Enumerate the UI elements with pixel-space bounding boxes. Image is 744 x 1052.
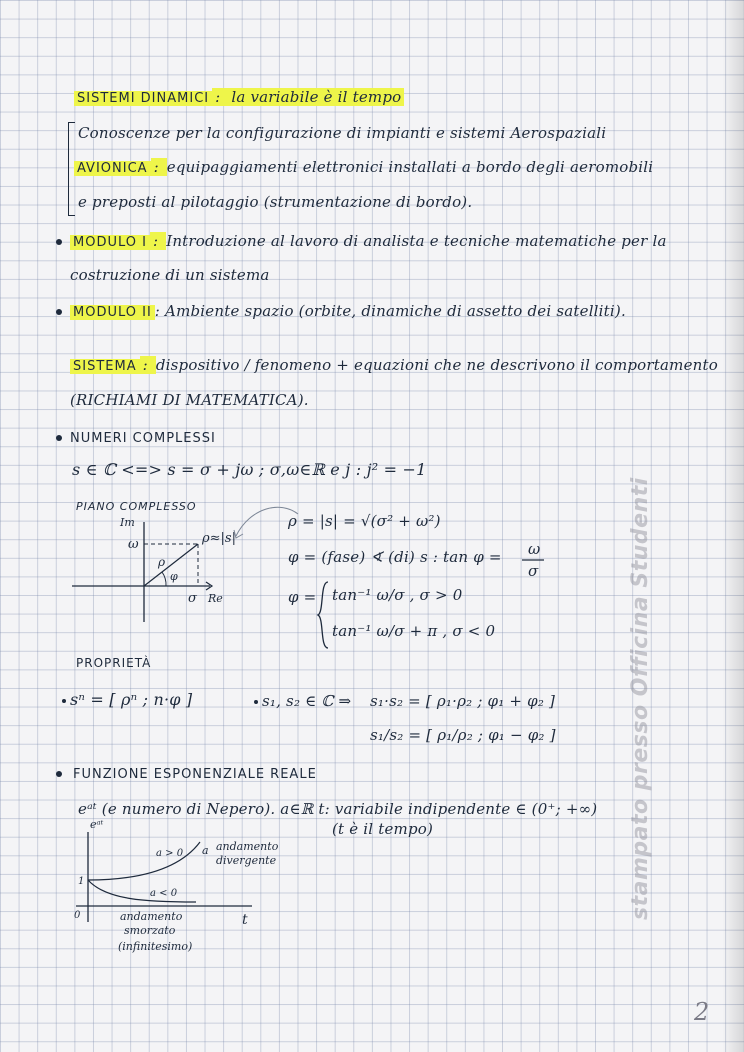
numeri-heading-line	[56, 428, 216, 446]
curve-damped	[88, 880, 196, 902]
curve-divergent	[88, 842, 200, 880]
avionica-label: AVIONICA	[74, 161, 151, 176]
curve-neg-label: a < 0	[150, 888, 178, 899]
plot-origin-label: 0	[74, 910, 81, 921]
trend-div-2: divergente	[216, 854, 277, 867]
axis-re-label: Re	[208, 592, 223, 605]
sistema-line-2: (RICHIAMI DI MATEMATICA).	[70, 391, 309, 409]
phase-arc	[162, 572, 166, 586]
prop-product-intro: s₁, s₂ ∈ ℂ ⇒	[262, 692, 352, 710]
bullet-icon	[56, 239, 62, 245]
plot-one-label: 1	[78, 876, 85, 887]
power-line	[62, 690, 192, 709]
sistema-text-1: dispositivo / fenomeno + equazioni che ne descrivono il comportamento	[155, 356, 718, 374]
sistema-label: SISTEMA	[70, 359, 140, 374]
fraction-numerator: ω	[528, 540, 541, 558]
product-intro-line	[254, 692, 351, 710]
axis-im-label: Im	[120, 516, 135, 529]
intro-line: Conoscenze per la configurazione di impianti e sistemi Aerospaziali	[78, 124, 607, 142]
title-line: SISTEMI DINAMICI : la variabile è il tempo	[74, 88, 404, 106]
point-label: ρ≈|s|	[202, 531, 236, 546]
complex-plane-diagram	[60, 498, 300, 628]
modulo2-label: MODULO II	[70, 305, 155, 320]
modulo1-line-1: MODULO I : Introduzione al lavoro di analista e tecniche matematiche per la	[56, 232, 667, 250]
exponential-plot	[66, 818, 326, 958]
esponenziale-heading-line	[56, 764, 320, 782]
prop-product: s₁·s₂ = [ ρ₁·ρ₂ ; φ₁ + φ₂ ]	[370, 692, 556, 710]
sistema-line-1: SISTEMA : dispositivo / fenomeno + equazioni che ne descrivono il comportamento	[70, 356, 718, 374]
bullet-icon	[254, 700, 258, 704]
bullet-icon	[56, 309, 62, 315]
esponenziale-line-2: (t è il tempo)	[332, 820, 434, 838]
modulo2-line: MODULO II : Ambiente spazio (orbite, dinamiche di assetto dei satelliti).	[56, 302, 626, 320]
modulo1-line-2: costruzione di un sistema	[70, 266, 270, 284]
plane-title: PIANO COMPLESSO	[76, 500, 197, 513]
modulus-formula: ρ = |s| = √(σ² + ω²)	[288, 512, 441, 530]
curve-pos-label: a > 0	[156, 848, 184, 859]
omega-label: ω	[128, 537, 139, 552]
complex-definition: s ∈ ℂ <=> s = σ + jω ; σ,ω∈ℝ e j : j² = −1	[72, 460, 427, 479]
prop-quotient: s₁/s₂ = [ ρ₁/ρ₂ ; φ₁ − φ₂ ]	[370, 726, 556, 744]
trend-conv-2: smorzato	[124, 924, 176, 937]
case-2: tan⁻¹ ω/σ + π , σ < 0	[332, 622, 496, 640]
title-label: SISTEMI DINAMICI	[74, 91, 212, 106]
trend-div-1: andamento	[216, 840, 279, 853]
watermark: stampato presso Officina Studenti	[628, 477, 653, 920]
modulo1-text-1: Introduzione al lavoro di analista e tecniche matematiche per la	[166, 232, 667, 250]
prop-power: sⁿ = [ ρⁿ ; n·φ ]	[70, 690, 193, 709]
rho-label: ρ	[158, 555, 166, 569]
curve-pos-side: a	[202, 844, 209, 857]
trend-conv-3: (infinitesimo)	[118, 940, 193, 953]
avionica-line-1: AVIONICA : equipaggiamenti elettronici installati a bordo degli aeromobili	[74, 158, 653, 176]
modulo2-text: Ambiente spazio (orbite, dinamiche di assetto dei satelliti).	[165, 302, 626, 320]
avionica-line-2: e preposti al pilotaggio (strumentazione di bordo).	[78, 193, 473, 211]
page-number: 2	[694, 998, 710, 1026]
numeri-heading: NUMERI COMPLESSI	[70, 431, 216, 446]
fraction-denominator: σ	[528, 562, 539, 580]
phi-label: φ	[170, 570, 178, 583]
trend-conv-1: andamento	[120, 910, 183, 923]
phase-formula: φ = (fase) ∢ (di) s : tan φ =	[288, 548, 502, 566]
bullet-icon	[56, 435, 62, 441]
esponenziale-heading: FUNZIONE ESPONENZIALE REALE	[73, 767, 317, 782]
esponenziale-line-1: eᵃᵗ (e numero di Nepero). a∈ℝ t: variabile indipendente ∈ (0⁺; +∞)	[78, 800, 598, 818]
plot-axis-x-label: t	[242, 912, 248, 928]
page-edge-shadow	[722, 0, 744, 1052]
avionica-text-1: equipaggiamenti elettronici installati a bordo degli aeromobili	[166, 158, 654, 176]
case-1: tan⁻¹ ω/σ , σ > 0	[332, 586, 463, 604]
brace-icon	[318, 582, 328, 648]
phase-fraction	[518, 540, 548, 580]
bullet-icon	[62, 699, 66, 703]
properties-title: PROPRIETÀ	[76, 656, 152, 670]
plot-axis-y-label: eᵃᵗ	[90, 818, 104, 831]
cases-brace	[316, 580, 330, 650]
modulo1-label: MODULO I	[70, 235, 150, 250]
sigma-label: σ	[188, 591, 197, 606]
cases-prefix: φ =	[288, 588, 317, 606]
title-rest: la variabile è il tempo	[228, 88, 404, 106]
bullet-icon	[56, 771, 62, 777]
